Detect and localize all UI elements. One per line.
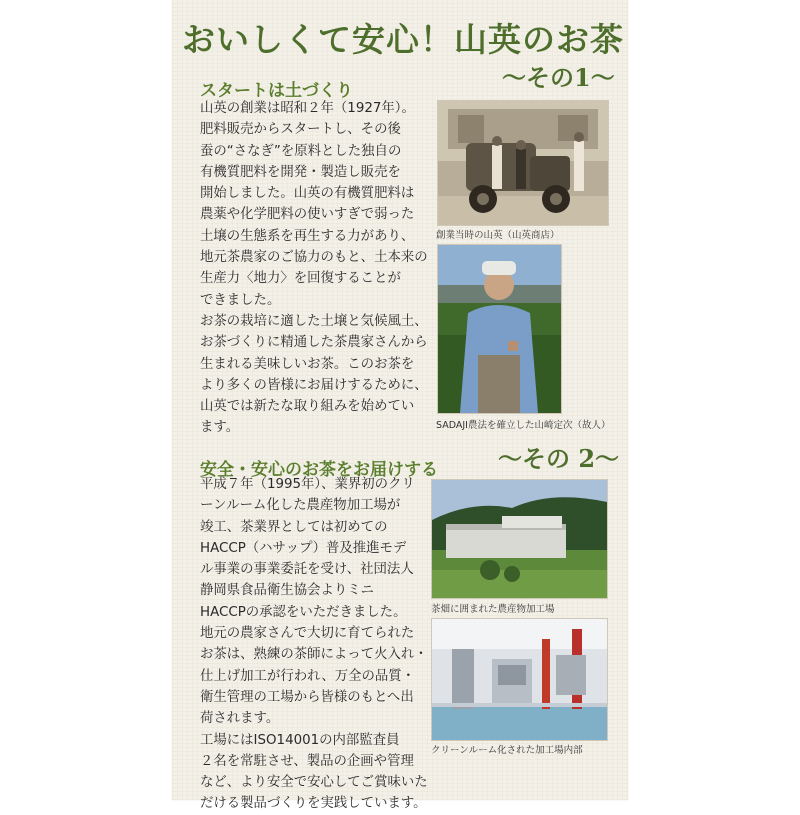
body-line: 平成７年（1995年）、業界初のクリ [200, 477, 415, 492]
body-line: 生産力〈地力〉を回復することが [200, 271, 401, 287]
body-line: お茶の栽培に適した土壌と気候風土、 [200, 313, 428, 329]
body-line: お茶づくりに精通した茶農家さんから [200, 335, 428, 351]
body-line: 蚕の“さなぎ”を原料とした独自の [200, 143, 402, 159]
part-1-label: 〜その1〜 [502, 63, 615, 92]
section-2-body [200, 474, 428, 815]
photo-4-caption: クリーンルーム化された加工場内部 [431, 745, 583, 756]
processing-plant-photo [431, 479, 608, 599]
body-line: ます。 [200, 420, 240, 436]
body-line: 荷されます。 [200, 711, 280, 727]
body-line: ル事業の事業委託を受け、社団法人 [200, 562, 414, 578]
body-line: 衛生管理の工場から皆様のもとへ出 [200, 689, 414, 705]
body-line: 生まれる美味しいお茶。このお茶を [200, 356, 415, 372]
body-line: 有機質肥料を開発・製造し販売を [200, 164, 401, 180]
body-line: だける製品づくりを実践しています。 [200, 796, 427, 812]
body-line: できました。 [200, 292, 281, 308]
body-line: HACCP（ハサップ）普及推進モデ [200, 540, 407, 556]
body-line: ーンルーム化した農産物加工場が [200, 498, 401, 514]
section-1-heading: スタートは土づくり [200, 81, 353, 101]
section-2-heading: 安全・安心のお茶をお届けする [200, 460, 438, 480]
body-line: など、より安全で安心してご賞味いた [200, 775, 428, 791]
body-line: 工場にはISO14001の内部監査員 [200, 732, 400, 748]
body-line: 静岡県食品衛生協会よりミニ [200, 583, 375, 599]
page-title: おいしくて安心！山英のお茶 [182, 20, 624, 59]
founding-era-photo [437, 100, 609, 226]
photo-3-caption: 茶畑に囲まれた農産物加工場 [431, 604, 555, 615]
body-line: 農薬や化学肥料の使いすぎで弱った [200, 207, 415, 223]
body-line: 土壌の生態系を再生する力があり、 [200, 228, 415, 244]
body-line: より多くの皆様にお届けするために、 [200, 377, 428, 393]
body-line: 地元茶農家のご協力のもと、土本来の [200, 250, 428, 266]
founder-portrait-photo [437, 244, 562, 414]
photo-1-caption: 創業当時の山英（山英商店） [436, 230, 560, 241]
body-line: 山英の創業は昭和２年（1927年）。 [200, 101, 415, 116]
body-line: 山英では新たな取り組みを始めてい [200, 399, 415, 415]
part-2-label: 〜その 2〜 [498, 444, 620, 473]
body-line: ２名を常駐させ、製品の企画や管理 [200, 753, 414, 769]
body-line: 竣工、茶業界としては初めての [200, 519, 388, 535]
cleanroom-interior-photo [431, 618, 608, 741]
body-line: 開始しました。山英の有機質肥料は [200, 186, 415, 202]
body-line: HACCPの承認をいただきました。 [200, 604, 407, 620]
photo-2-caption: SADAJI農法を確立した山崎定次（故人） [436, 420, 611, 431]
section-1-body [200, 98, 432, 439]
body-line: 仕上げ加工が行われ、万全の品質・ [200, 668, 416, 684]
body-line: 肥料販売からスタートし、その後 [200, 122, 401, 138]
body-line: 地元の農家さんで大切に育てられた [200, 626, 415, 642]
body-line: お茶は、熟練の茶師によって火入れ・ [200, 647, 428, 663]
